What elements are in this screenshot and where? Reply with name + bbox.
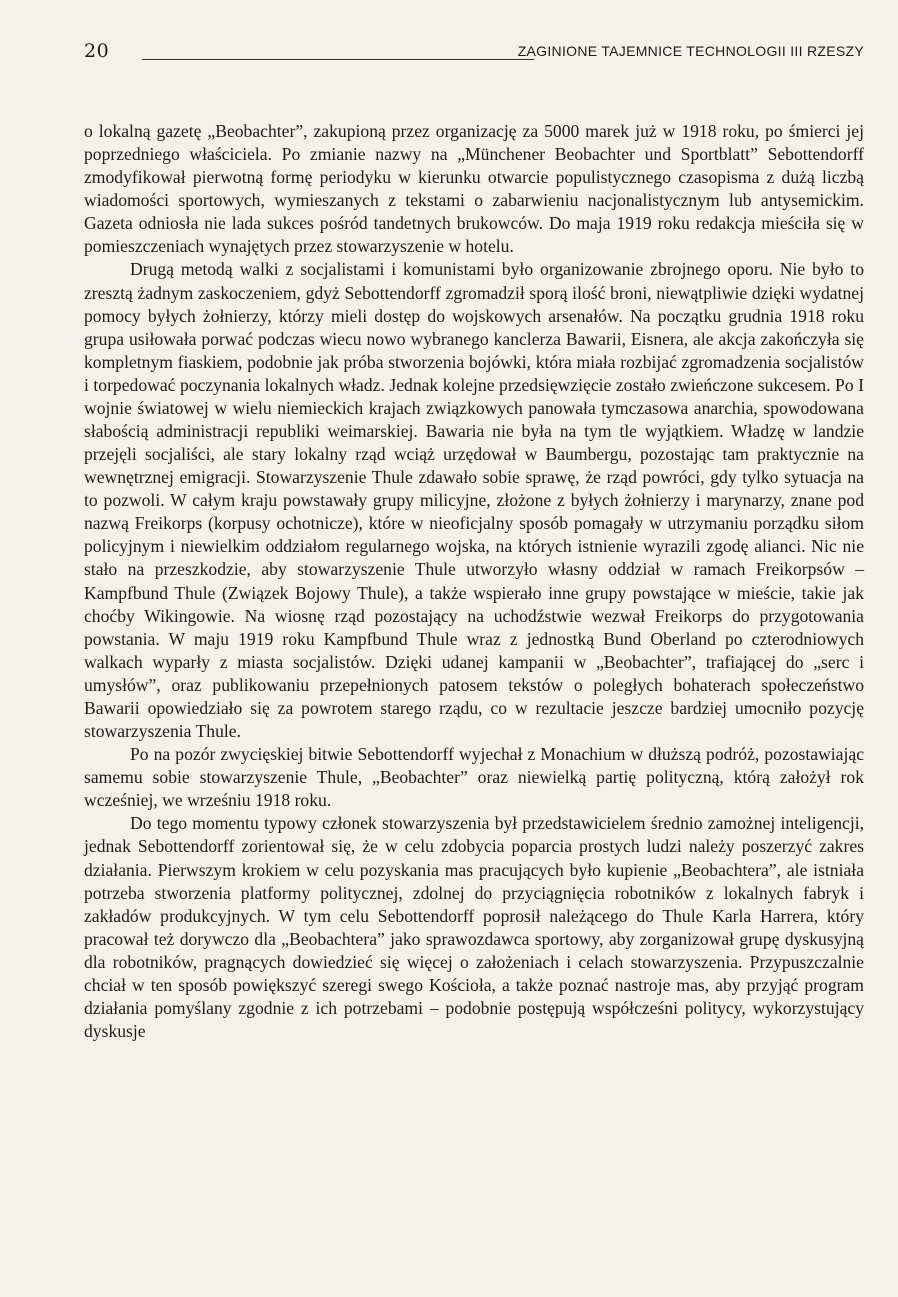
paragraph: Drugą metodą walki z socjalistami i komunistami było organizowanie zbrojnego oporu. Nie było to zresztą żadnym zaskoczeniem, gdyż Sebottendorff zgromadził sporą ilość broni, niewątpliwie dzięki wydatnej pomocy byłych żołnierzy, którzy mieli dostęp do wojskowych arsenałów. Na początku grudnia 1918 roku grupa usiłowała porwać podczas wiecu nowo wybranego kanclerza Bawarii, Eisnera, ale akcja zakończyła się kompletnym fiaskiem, podobnie jak próba stworzenia bojówki, która miała rozbijać zgromadzenia socjalistów i torpedować poczynania lokalnych władz. Jednak kolejne przedsięwzięcie zostało zwieńczone sukcesem. Po I wojnie światowej w wielu niemieckich krajach związkowych panowała tymczasowa anarchia, spowodowana słabością administracji republiki weimarskiej. Bawaria nie była na tym tle wyjątkiem. Władzę w landzie przejęli socjaliści, ale stary lokalny rząd wciąż urzędował w Baumbergu, pozostając tam praktycznie na wewnętrznej emigracji. Stowarzyszenie Thule zdawało sobie sprawę, że rząd powróci, gdy tylko sytuacja na to pozwoli. W całym kraju powstawały grupy milicyjne, złożone z byłych żołnierzy i marynarzy, znane pod nazwą Freikorps (korpusy ochotnicze), które w nieoficjalny sposób pomagały w utrzymaniu porządku siłom policyjnym i niewielkim oddziałom regularnego wojska, na których istnienie wyrazili zgodę alianci. Nic nie stało na przeszkodzie, aby stowarzyszenie Thule utworzyło własny oddział w ramach Freikorpsów – Kampfbund Thule (Związek Bojowy Thule), a także wspierało inne grupy powstające w mieście, takie jak choćby Wikingowie. Na wiosnę rząd pozostający na uchodźstwie wezwał Freikorps do przygotowania powstania. W maju 1919 roku Kampfbund Thule wraz z jednostką Bund Oberland po czterodniowych walkach wyparły z miasta socjalistów. Dzięki udanej kampanii w „Beobachter”, trafiającej do „serc i umysłów”, oraz publikowaniu przepełnionych patosem tekstów o poległych bohaterach społeczeństwo Bawarii opowiedziało się za powrotem starego rządu, co w rezultacie jeszcze bardziej umocniło pozycję stowarzyszenia Thule.: [84, 259, 864, 742]
header-rule: [142, 59, 534, 60]
paragraph: o lokalną gazetę „Beobachter”, zakupioną przez organizację za 5000 marek już w 1918 roku, po śmierci jej poprzedniego właściciela. Po zmianie nazwy na „Münchener Beobachter und Sportblatt” Sebottendorff zmodyfikował pierwotną formę periodyku w kierunku otwarcie populistycznego czasopisma z dużą liczbą wiadomości sportowych, wymieszanych z tekstami o zabarwieniu nacjonalistycznym lub antysemickim. Gazeta odniosła nie lada sukces pośród tandetnych brukowców. Do maja 1919 roku redakcja mieściła się w pomieszczeniach wynajętych przez stowarzyszenie w hotelu.: [84, 121, 864, 257]
running-title: ZAGINIONE TAJEMNICE TECHNOLOGII III RZESZY: [517, 43, 864, 59]
paragraph: Do tego momentu typowy członek stowarzyszenia był przedstawicielem średnio zamożnej inteligencji, jednak Sebottendorff zorientował się, że w celu zdobycia poparcia prostych ludzi należy poszerzyć zakres działania. Pierwszym krokiem w celu pozyskania mas pracujących było kupienie „Beobachtera”, ale istniała potrzeba stworzenia platformy politycznej, zdolnej do przyciągnięcia robotników z lokalnych fabryk i zakładów produkcyjnych. W tym celu Sebottendorff poprosił należącego do Thule Karla Harrera, który pracował też dorywczo dla „Beobachtera” jako sprawozdawca sportowy, aby zorganizował grupę dyskusyjną dla robotników, pragnących dowiedzieć się więcej o założeniach i celach stowarzyszenia. Przypuszczalnie chciał w ten sposób powiększyć szeregi swego Kościoła, a także poznać nastroje mas, aby przyjąć program działania pomyślany zgodnie z ich potrzebami – podobnie postępują współcześni politycy, wykorzystujący dyskusje: [84, 813, 864, 1042]
page-number: 20: [84, 40, 110, 62]
page-header: [84, 40, 864, 66]
paragraph: Po na pozór zwycięskiej bitwie Sebottendorff wyjechał z Monachium w dłuższą podróż, pozostawiając samemu sobie stowarzyszenie Thule, „Beobachter” oraz niewielką partię polityczną, którą założył rok wcześniej, we wrześniu 1918 roku.: [84, 744, 864, 811]
body-text: [84, 120, 864, 1043]
